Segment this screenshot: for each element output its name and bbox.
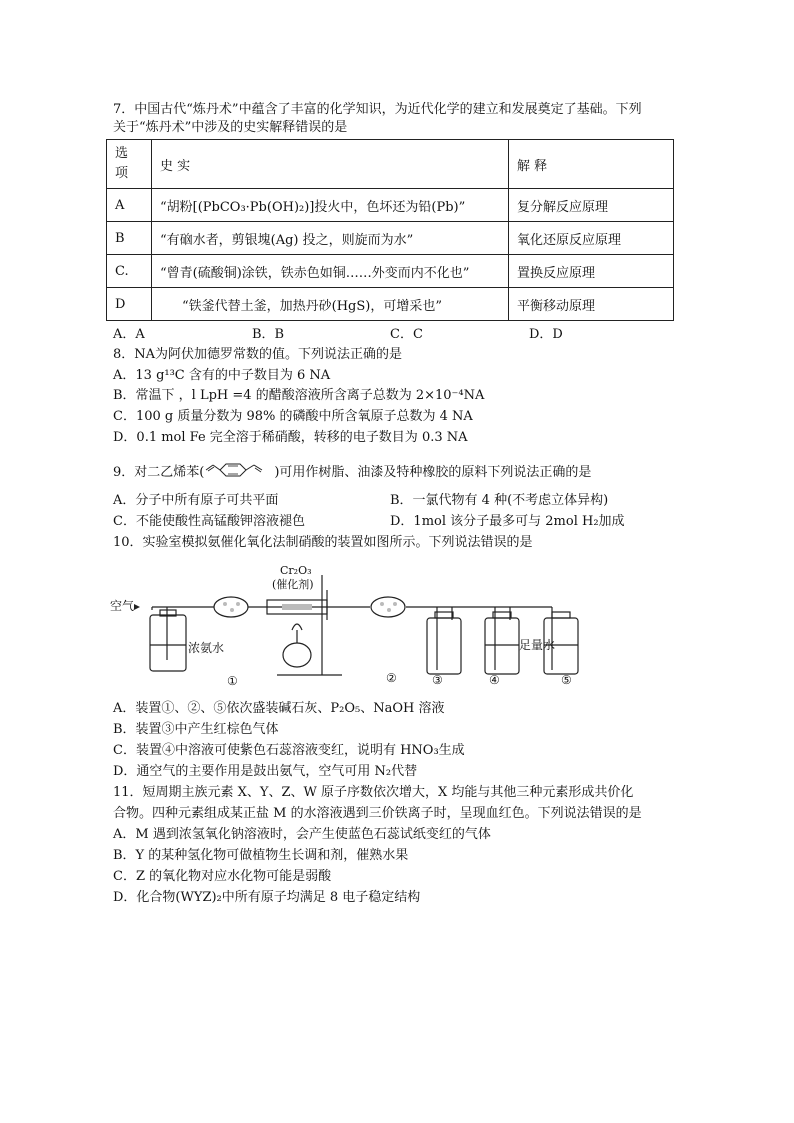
- table-row: [107, 222, 674, 255]
- q11-option-c: C．Z 的氧化物对应水化物可能是弱酸: [113, 869, 332, 884]
- q8-option-d: D．0.1 mol Fe 完全溶于稀硝酸，转移的电子数目为 0.3 NA: [113, 430, 468, 445]
- q7-option-c: C．C: [390, 327, 423, 342]
- q9-option-c: C．不能使酸性高锰酸钾溶液褪色: [113, 514, 305, 529]
- header-option-text: 选项: [115, 146, 129, 181]
- catalyst-formula: Cr₂O₃: [280, 564, 312, 577]
- q9-option-b: B．一氯代物有 4 种(不考虑立体异构): [390, 493, 609, 508]
- q7-stem-line1: 7．中国古代“炼丹术”中蕴含了丰富的化学知识，为近代化学的建立和发展奠定了基础。下列: [113, 102, 642, 117]
- label-1: ①: [227, 674, 238, 688]
- row-explanation: 氧化还原反应原理: [509, 222, 674, 255]
- q10-option-a: A．装置①、②、⑤依次盛装碱石灰、P₂O₅、NaOH 溶液: [113, 701, 445, 716]
- divinylbenzene-structure-icon: [204, 460, 274, 485]
- q9-stem-after: )可用作树脂、油漆及特种橡胶的原料下列说法正确的是: [274, 465, 592, 480]
- row-option: B: [107, 222, 152, 255]
- excess-water-label: 足量水: [519, 638, 556, 652]
- header-explanation: 解 释: [509, 140, 674, 189]
- q10-option-c: C．装置④中溶液可使紫色石蕊溶液变红，说明有 HNO₃生成: [113, 743, 465, 758]
- q8-option-a: A．13 g¹³C 含有的中子数目为 6 NA: [113, 368, 331, 383]
- q9-option-a: A．分子中所有原子可共平面: [113, 493, 279, 508]
- row-option: C.: [107, 255, 152, 288]
- label-2: ②: [386, 671, 397, 685]
- row-explanation: 置换反应原理: [509, 255, 674, 288]
- q7-option-b: B．B: [252, 327, 285, 342]
- q10-option-b: B．装置③中产生红棕色气体: [113, 722, 279, 737]
- catalyst-label: (催化剂): [272, 578, 314, 591]
- row-fact: “铁釜代替土釜，加热丹砂(HgS)，可增采也”: [152, 288, 509, 321]
- q11-option-a: A．M 遇到浓氢氧化钠溶液时，会产生使蓝色石蕊试纸变红的气体: [113, 827, 491, 842]
- air-label: 空气: [110, 599, 135, 613]
- label-4: ④: [489, 673, 500, 687]
- row-option: A: [107, 189, 152, 222]
- table-row: [107, 189, 674, 222]
- row-fact: “有硇水者，剪银塊(Ag) 投之，则旋而为水”: [152, 222, 509, 255]
- q7-table: [106, 139, 674, 321]
- q9-stem-before: 9．对二乙烯苯(: [113, 465, 205, 480]
- label-5: ⑤: [561, 673, 572, 687]
- q8-option-b: B．常温下 ，l LpH =4 的醋酸溶液所含离子总数为 2×10⁻⁴NA: [113, 388, 485, 403]
- q9-stem: [113, 460, 591, 485]
- q9-option-d: D．1mol 该分子最多可与 2mol H₂加成: [390, 514, 625, 529]
- table-row: [107, 288, 674, 321]
- q7-stem-line2: 关于“炼丹术”中涉及的史实解释错误的是: [113, 120, 348, 135]
- header-fact: 史 实: [152, 140, 509, 189]
- q10-option-d: D．通空气的主要作用是鼓出氨气，空气可用 N₂代替: [113, 764, 418, 779]
- row-explanation: 复分解反应原理: [509, 189, 674, 222]
- conc-ammonia-label: 浓氨水: [188, 641, 225, 655]
- q11-stem-line1: 11．短周期主族元素 X、Y、Z、W 原子序数依次增大，X 均能与其他三种元素形成共价化: [113, 785, 634, 800]
- q7-table-header: [107, 140, 674, 189]
- row-fact: “曾青(硫酸铜)涂铁，铁赤色如铜……外变而内不化也”: [152, 255, 509, 288]
- q8-stem: 8．NA为阿伏加德罗常数的值。下列说法正确的是: [113, 347, 403, 362]
- q8-option-c: C．100 g 质量分数为 98% 的磷酸中所含氧原子总数为 4 NA: [113, 409, 473, 424]
- q11-option-d: D．化合物(WYZ)₂中所有原子均满足 8 电子稳定结构: [113, 890, 421, 905]
- q10-apparatus-figure: [112, 560, 592, 694]
- table-row: [107, 255, 674, 288]
- row-explanation: 平衡移动原理: [509, 288, 674, 321]
- label-3: ③: [432, 673, 443, 687]
- apparatus-drawing: [112, 560, 592, 690]
- q11-stem-line2: 合物。四种元素组成某正盐 M 的水溶液遇到三价铁离子时，呈现血红色。下列说法错误的是: [113, 806, 642, 821]
- row-fact: “胡粉[(PbCO₃·Pb(OH)₂)]投火中，色坏还为铅(Pb)”: [152, 189, 509, 222]
- q10-stem: 10．实验室模拟氨催化氧化法制硝酸的装置如图所示。下列说法错误的是: [113, 535, 533, 550]
- q7-option-d: D．D: [529, 327, 563, 342]
- q7-option-a: A．A: [113, 327, 145, 342]
- row-option: D: [107, 288, 152, 321]
- q11-option-b: B．Y 的某种氢化物可做植物生长调和剂，催熟水果: [113, 848, 409, 863]
- header-option: [107, 140, 152, 189]
